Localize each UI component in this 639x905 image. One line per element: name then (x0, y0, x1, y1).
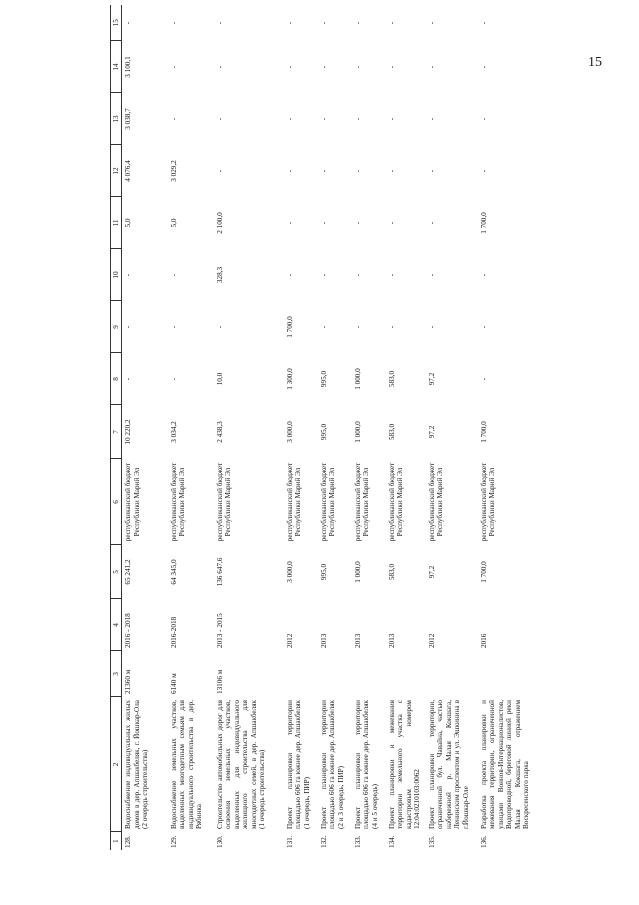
table-row (284, 5, 318, 850)
column-header: 12 (111, 145, 122, 197)
funding-source: республиканский бюджет Республики Марий Эл (353, 462, 371, 542)
amount-col-10: - (169, 273, 178, 277)
amount-col-13: - (479, 117, 488, 121)
object-name: Проект планировки территории площадью 606 га южнее дер. Апшакбеляк (2 и 3 очередь, ПИР) (319, 700, 345, 829)
amount-col-8: - (479, 377, 488, 381)
row-number: 130. (215, 835, 224, 848)
amount-col-11: 2 100,0 (215, 212, 224, 234)
estimated-cost: 583,0 (387, 563, 396, 581)
total-amount: 10 220,2 (124, 419, 133, 445)
amount-col-9: - (215, 325, 224, 329)
amount-col-15: - (285, 21, 294, 25)
amount-col-12: - (427, 169, 436, 173)
amount-col-14: - (285, 65, 294, 69)
years: 2013 (353, 633, 362, 648)
header-row (111, 5, 122, 850)
total-amount: 97,2 (427, 425, 436, 439)
amount-col-12: 4 076,4 (124, 160, 133, 182)
amount-col-11: - (319, 221, 328, 225)
amount-col-12: - (387, 169, 396, 173)
amount-col-13: - (169, 117, 178, 121)
row-number: 128. (124, 835, 133, 848)
funding-source: республиканский бюджет Республики Марий Эл (479, 462, 497, 542)
object-length (386, 651, 426, 697)
funding-source: республиканский бюджет Республики Марий Эл (169, 462, 187, 542)
amount-col-15: - (353, 21, 362, 25)
column-header: 3 (111, 651, 122, 697)
amount-col-9: - (319, 325, 328, 329)
amount-col-10: - (479, 273, 488, 277)
amount-col-11: - (427, 221, 436, 225)
amount-col-15: - (427, 21, 436, 25)
amount-col-12: - (319, 169, 328, 173)
total-amount: 1 700,0 (479, 421, 488, 443)
estimated-cost: 65 241,2 (124, 559, 133, 585)
rotated-table-wrapper (110, 19, 531, 850)
amount-col-11: - (387, 221, 396, 225)
amount-col-9: - (353, 325, 362, 329)
row-number: 135. (427, 835, 436, 848)
years: 2013 (387, 633, 396, 648)
funding-source: республиканский бюджет Республики Марий Эл (124, 462, 141, 542)
amount-col-10: - (353, 273, 362, 277)
amount-col-12: 3 029,2 (169, 160, 178, 182)
table-row (168, 5, 214, 850)
table-row (318, 5, 352, 850)
amount-col-14: 3 100,1 (124, 56, 133, 78)
amount-col-8: 10,0 (215, 372, 224, 386)
amount-col-12: - (353, 169, 362, 173)
amount-col-14: - (169, 65, 178, 69)
amount-col-11: 1 700,0 (479, 212, 488, 234)
amount-col-11: - (285, 221, 294, 225)
object-length: 6140 м (169, 673, 178, 694)
object-name: Проект планировки территории площадью 606 га южнее дер. Апшакбеляк (4 и 5 очередь) (353, 700, 379, 829)
column-header: 1 (111, 832, 122, 850)
column-header: 5 (111, 545, 122, 599)
page-number: 15 (588, 55, 602, 70)
amount-col-10: - (285, 273, 294, 277)
amount-col-8: - (124, 377, 133, 381)
years: 2013 - 2015 (215, 613, 224, 648)
amount-col-8: 1 000,0 (353, 368, 362, 390)
amount-col-9: 1 700,0 (285, 316, 294, 338)
table-row (352, 5, 386, 850)
column-header: 13 (111, 93, 122, 145)
column-header: 4 (111, 599, 122, 651)
years: 2016 (479, 633, 488, 648)
table-row (122, 5, 168, 850)
amount-col-13: - (319, 117, 328, 121)
amount-col-15: - (319, 21, 328, 25)
amount-col-9: - (169, 325, 178, 329)
amount-col-12: - (285, 169, 294, 173)
row-number: 129. (169, 835, 178, 848)
amount-col-11: - (353, 221, 362, 225)
object-name: Проект планировки территории площадью 606 га южнее дер. Апшакбеляк (1 очередь, ПИР) (285, 700, 311, 829)
object-name: Водоснабжение земельных участков, выделенных многодетным семьям для индивидуального строительства в дер. Рябинка (169, 700, 204, 829)
table-row (386, 5, 426, 850)
object-length (318, 651, 352, 697)
table-row (478, 5, 538, 850)
amount-col-9: - (427, 325, 436, 329)
amount-col-13: - (427, 117, 436, 121)
estimated-cost: 3 000,0 (285, 561, 294, 583)
amount-col-15: - (124, 21, 133, 25)
total-amount: 995,0 (319, 423, 328, 441)
row-number: 134. (387, 835, 396, 848)
object-length (284, 651, 318, 697)
amount-col-13: 3 038,7 (124, 108, 133, 130)
column-header: 9 (111, 301, 122, 353)
amount-col-10: - (124, 273, 133, 277)
object-length (478, 651, 538, 697)
object-length: 21360 м (124, 669, 133, 694)
amount-col-11: 5,0 (169, 218, 178, 228)
column-header: 7 (111, 405, 122, 459)
amount-col-8: 1 300,0 (285, 368, 294, 390)
amount-col-13: - (285, 117, 294, 121)
amount-col-10: - (427, 273, 436, 277)
amount-col-12: - (479, 169, 488, 173)
years: 2013 (319, 633, 328, 648)
amount-col-8: 583,0 (387, 370, 396, 388)
years: 2016-2018 (169, 616, 178, 648)
estimated-cost: 995,0 (319, 563, 328, 581)
total-amount: 1 000,0 (353, 421, 362, 443)
table-body (122, 5, 538, 850)
amount-col-9: - (124, 325, 133, 329)
estimated-cost: 64 345,0 (169, 559, 178, 585)
amount-col-14: - (479, 65, 488, 69)
total-amount: 3 000,0 (285, 421, 294, 443)
table-row (214, 5, 284, 850)
funding-source: республиканский бюджет Республики Марий Эл (285, 462, 303, 542)
object-name: Строительство автомобильных дорог для освоения земельных участков, выделенных для индивидуального жилищного строительства для многодетных семей, в дер. Апшакбеляк (1 очередь строительства) (215, 700, 267, 829)
amount-col-15: - (169, 21, 178, 25)
amount-col-10: 328,3 (215, 266, 224, 284)
total-amount: 583,0 (387, 423, 396, 441)
amount-col-9: - (479, 325, 488, 329)
program-table (110, 5, 538, 850)
column-header: 11 (111, 197, 122, 249)
amount-col-13: - (215, 117, 224, 121)
column-header: 2 (111, 697, 122, 832)
estimated-cost: 97,2 (427, 565, 436, 579)
amount-col-9: - (387, 325, 396, 329)
row-number: 136. (479, 835, 488, 848)
column-header: 14 (111, 41, 122, 93)
amount-col-15: - (479, 21, 488, 25)
estimated-cost: 1 700,0 (479, 561, 488, 583)
amount-col-14: - (215, 65, 224, 69)
object-name: Проект планировки территории, ограниченной бул. Чавайна, частью набережной р. Малая Кокшага, Ленинским проспектом и ул. Эшкинина в г.Йошкар-Оле (427, 700, 470, 829)
amount-col-14: - (353, 65, 362, 69)
funding-source: республиканский бюджет Республики Марий Эл (215, 462, 233, 542)
amount-col-13: - (353, 117, 362, 121)
amount-col-11: 5,0 (124, 218, 133, 228)
years: 2012 (285, 633, 294, 648)
funding-source: республиканский бюджет Республики Марий Эл (387, 462, 405, 542)
amount-col-14: - (387, 65, 396, 69)
object-name: Проект планировки и межевания территории земельного участка с кадастровым номером 12:04:0210103:0062 (387, 700, 422, 829)
row-number: 133. (353, 835, 362, 848)
funding-source: республиканский бюджет Республики Марий Эл (427, 462, 445, 542)
object-length: 13106 м (215, 669, 224, 694)
amount-col-10: - (387, 273, 396, 277)
column-header: 6 (111, 459, 122, 545)
row-number: 132. (319, 835, 328, 848)
years: 2012 (427, 633, 436, 648)
table-row (426, 5, 478, 850)
amount-col-8: 97,2 (427, 372, 436, 386)
amount-col-12: - (215, 169, 224, 173)
column-header: 8 (111, 353, 122, 405)
column-header: 15 (111, 5, 122, 41)
estimated-cost: 1 000,0 (353, 561, 362, 583)
years: 2016 - 2018 (124, 613, 133, 648)
object-length (352, 651, 386, 697)
amount-col-10: - (319, 273, 328, 277)
object-name: Водоснабжение индивидуальных жилых домов в дер. Апшакбеляк, г. Йошкар-Ола (2 очередь строительства) (124, 700, 150, 829)
row-number: 131. (285, 835, 294, 848)
column-header: 10 (111, 249, 122, 301)
object-name: Разработка проекта планировки и межевания территории, ограниченной улицами Воинов-Интернационалистов, Водопроводной, береговой линией реки Малая Кокшага, отражением Воскресенского парка (479, 700, 531, 829)
amount-col-13: - (387, 117, 396, 121)
object-length (426, 651, 478, 697)
estimated-cost: 136 647,6 (215, 557, 224, 587)
total-amount: 2 438,3 (215, 421, 224, 443)
amount-col-8: - (169, 377, 178, 381)
amount-col-14: - (427, 65, 436, 69)
amount-col-8: 995,0 (319, 370, 328, 388)
funding-source: республиканский бюджет Республики Марий Эл (319, 462, 337, 542)
amount-col-14: - (319, 65, 328, 69)
total-amount: 3 034,2 (169, 421, 178, 443)
amount-col-15: - (215, 21, 224, 25)
amount-col-15: - (387, 21, 396, 25)
